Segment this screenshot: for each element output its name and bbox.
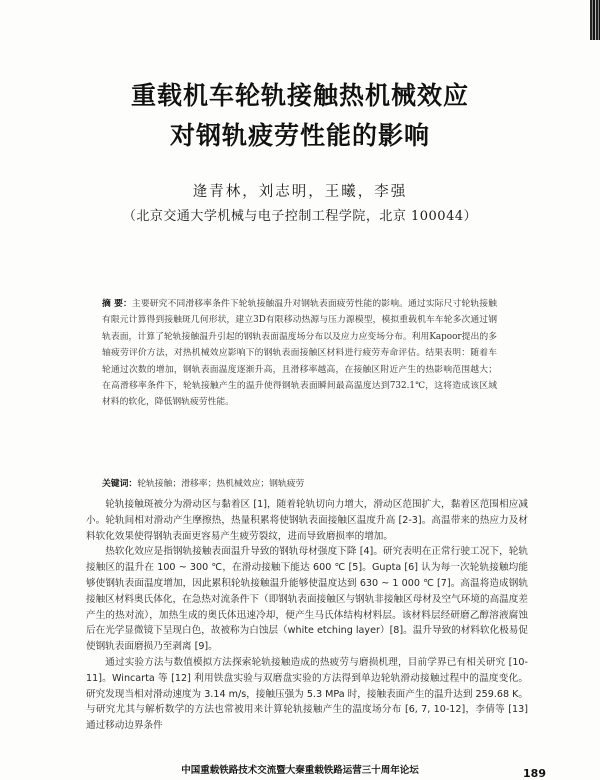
abstract <box>102 296 497 411</box>
page-footer: 中国重载铁路技术交流暨大秦重载铁路运营三十周年论坛 <box>181 765 419 776</box>
authors: 逄青林，刘志明，王曦，李强 <box>192 184 408 200</box>
body-paragraph: 通过实验方法与数值模拟方法探索轮轨接触造成的热疲劳与磨损机理，目前学界已有相关研究 [10-11]。Wincarta 等 [12] 利用铁盘实验与双磨盘实验的方法得到单边轮轨滑动接触过程中的温度变化。研究发现当相对滑动速度为 3.14 m/s，接触压强为 5.3 MPa 时，接触表面产生的温升达到 259.68 K。与研究尤其与解析数学的方法也常被用来计算轮轨接触产生的温度场分布 [6, 7, 10-12]，李倩等 [13] 通过移动边界条件 <box>86 656 528 732</box>
scan-edge-artifact <box>590 0 600 40</box>
keywords <box>102 476 497 489</box>
body-text <box>86 497 528 734</box>
page-number: 189 <box>523 767 546 780</box>
abstract-text: 主要研究不同滑移率条件下轮轨接触温升对钢轨表面疲劳性能的影响。通过实际尺寸轮轨接触有限元计算得到接触斑几何形状，建立3D有限移动热源与压力源模型，模拟重载机车车轮多次通过钢轨表面，计算了轮轨接触温升引起的钢轨表面温度场分布以及应力应变场分布。利用Kapoor提出的多轴疲劳评价方法，对热机械效应影响下的钢轨表面接触区材料进行疲劳寿命评估。结果表明：随着车轮通过次数的增加，钢轨表面温度逐渐升高，且滑移率越高，在接触区附近产生的热影响范围越大；在高滑移率条件下，轮轨接触产生的温升使得钢轨表面瞬间最高温度达到732.1℃，这将造成该区域材料的软化，降低钢轨疲劳性能。 <box>102 299 497 408</box>
affiliation: （北京交通大学机械与电子控制工程学院，北京 100044） <box>122 209 478 224</box>
keywords-text: 轮轨接触；滑移率；热机械效应；钢轨疲劳 <box>137 479 305 489</box>
abstract-label: 摘 要： <box>102 299 132 309</box>
body-paragraph: 热软化效应是指钢轨接触表面温升导致的钢轨母材强度下降 [4]。研究表明在正常行驶工况下，轮轨接触区的温升在 100 ~ 300 ℃，在滑动接触下能达 600 ℃ [5]。Gupta [6] 认为每一次轮轨接触均能够使钢轨表面温度增加，因此累积轮轨接触温升能够使温度达到 630 ~ 1 000 ℃ [7]。高温将造成钢轨接触区材料奥氏体化，在急热对流条件下（即钢轨表面接触区与钢轨非接触区母材及空气环境的高温度差产生的热对流），加热生成的奥氏体迅速冷却，便产生马氏体结构材料层。该材料层经研磨乙醇溶液腐蚀后在光学显微镜下呈现白色，故被称为白蚀层（white etching layer）[8]。温升导致的材料软化极易促使钢轨表面磨损乃至剥离 [9]。 <box>86 546 528 653</box>
keywords-label: 关键词： <box>102 479 138 489</box>
title-line-1: 重载机车轮轨接触热机械效应 <box>130 81 469 110</box>
body-paragraph: 轮轨接触斑被分为滑动区与黏着区 [1]，随着轮轨切向力增大，滑动区范围扩大，黏着区范围相应减小。轮轨间相对滑动产生摩擦热，热量积累将使钢轨表面接触区温度升高 [2-3]。高温带来的热应力及材料软化效果使得钢轨表面更容易产生疲劳裂纹，进而导致磨损率的增加。 <box>86 499 528 542</box>
title-line-2: 对钢轨疲劳性能的影响 <box>169 121 430 150</box>
